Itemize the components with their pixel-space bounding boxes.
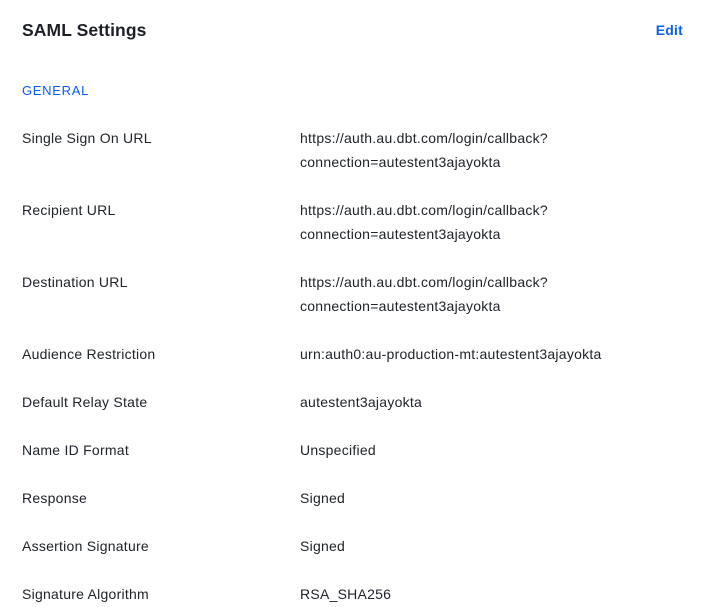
- settings-row-destination-url: [22, 270, 683, 318]
- setting-value: [300, 438, 376, 462]
- setting-value-line: RSA_SHA256: [300, 586, 392, 602]
- settings-row-response: [22, 486, 683, 510]
- setting-value: [300, 486, 345, 510]
- setting-label: Name ID Format: [22, 442, 129, 458]
- setting-value: [300, 582, 391, 606]
- settings-row-single-sign-on-url: [22, 126, 683, 174]
- setting-value: [300, 390, 422, 414]
- setting-label: Response: [22, 490, 88, 506]
- setting-value-line: Signed: [300, 538, 346, 554]
- settings-row-name-id-format: [22, 438, 683, 462]
- edit-button[interactable]: Edit: [656, 17, 683, 43]
- setting-value: [300, 270, 548, 318]
- settings-row-default-relay-state: [22, 390, 683, 414]
- setting-value-line: https://auth.au.dbt.com/login/callback?: [300, 274, 548, 290]
- setting-value-line: Signed: [300, 490, 346, 506]
- setting-value: [300, 342, 602, 366]
- setting-value-line: connection=autestent3ajayokta: [300, 154, 501, 170]
- setting-value: [300, 198, 548, 246]
- settings-list: [22, 126, 683, 606]
- settings-row-audience-restriction: [22, 342, 683, 366]
- setting-value-line: urn:auth0:au-production-mt:autestent3ajayokta: [300, 346, 602, 362]
- setting-value-line: https://auth.au.dbt.com/login/callback?: [300, 130, 548, 146]
- setting-label: Recipient URL: [22, 202, 116, 218]
- settings-row-assertion-signature: [22, 534, 683, 558]
- setting-label: Destination URL: [22, 274, 128, 290]
- setting-value-line: autestent3ajayokta: [300, 394, 423, 410]
- setting-label: Signature Algorithm: [22, 586, 149, 602]
- setting-label: Single Sign On URL: [22, 130, 152, 146]
- setting-label: Default Relay State: [22, 394, 148, 410]
- settings-row-signature-algorithm: [22, 582, 683, 606]
- setting-value-line: connection=autestent3ajayokta: [300, 226, 501, 242]
- setting-value-line: connection=autestent3ajayokta: [300, 298, 501, 314]
- section-label-general: GENERAL: [22, 83, 90, 98]
- setting-label: Audience Restriction: [22, 346, 156, 362]
- setting-value: [300, 126, 548, 174]
- setting-value: [300, 534, 345, 558]
- setting-label: Assertion Signature: [22, 538, 149, 554]
- page-title: SAML Settings: [22, 20, 147, 40]
- panel-header: [22, 17, 683, 43]
- settings-row-recipient-url: [22, 198, 683, 246]
- setting-value-line: Unspecified: [300, 442, 376, 458]
- setting-value-line: https://auth.au.dbt.com/login/callback?: [300, 202, 548, 218]
